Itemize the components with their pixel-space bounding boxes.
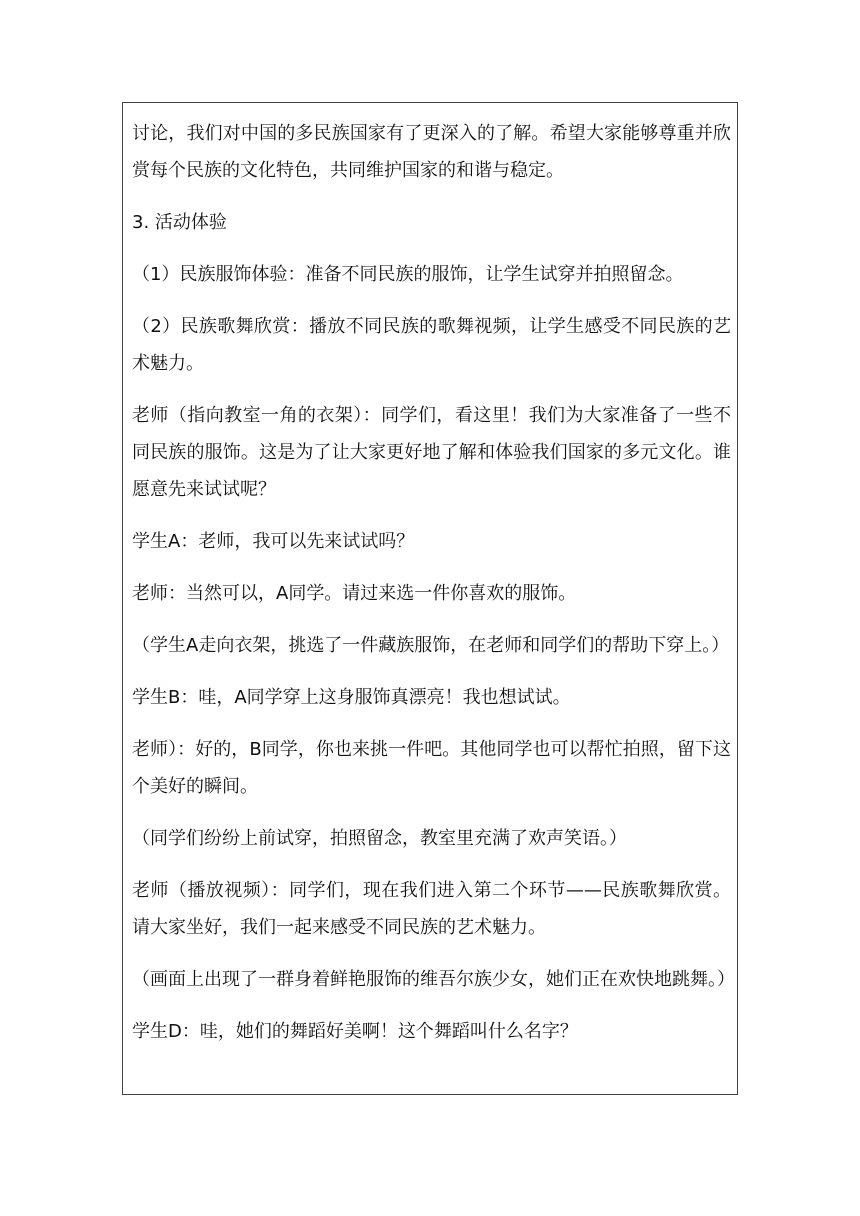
- dialogue-student-a: 学生A：老师，我可以先来试试吗？: [132, 531, 415, 552]
- stage-direction-video: （画面上出现了一群身着鲜艳服饰的维吾尔族少女，她们正在欢快地跳舞。）: [132, 969, 735, 990]
- dialogue-teacher-photo: 老师）：好的，B同学，你也来挑一件吧。其他同学也可以帮忙拍照，留下这个美好的瞬间。: [132, 739, 731, 797]
- dialogue-teacher-intro: 老师（指向教室一角的衣架）：同学们，看这里！我们为大家准备了一些不同民族的服饰。这是为了让大家更好地了解和体验我们国家的多元文化。谁愿意先来试试呢？: [132, 405, 731, 500]
- dialogue-teacher-video: 老师（播放视频）：同学们，现在我们进入第二个环节——民族歌舞欣赏。请大家坐好，我们一起来感受不同民族的艺术魅力。: [132, 880, 731, 938]
- stage-direction-classroom: （同学们纷纷上前试穿，拍照留念，教室里充满了欢声笑语。）: [132, 828, 627, 849]
- lesson-table-cell: [122, 102, 738, 1095]
- dialogue-teacher-reply: 老师：当然可以，A同学。请过来选一件你喜欢的服饰。: [132, 583, 577, 604]
- section-heading-activity: 3. 活动体验: [132, 212, 227, 233]
- discussion-summary-paragraph: 讨论，我们对中国的多民族国家有了更深入的了解。希望大家能够尊重并欣赏每个民族的文化特色，共同维护国家的和谐与稳定。: [132, 123, 731, 181]
- activity-item-costume: （1）民族服饰体验：准备不同民族的服饰，让学生试穿并拍照留念。: [132, 264, 684, 285]
- dialogue-student-b: 学生B：哇，A同学穿上这身服饰真漂亮！我也想试试。: [132, 687, 571, 708]
- activity-item-song-dance: （2）民族歌舞欣赏：播放不同民族的歌舞视频，让学生感受不同民族的艺术魅力。: [132, 316, 731, 374]
- stage-direction-student-a: （学生A走向衣架，挑选了一件藏族服饰，在老师和同学们的帮助下穿上。）: [132, 635, 730, 656]
- dialogue-student-d: 学生D：哇，她们的舞蹈好美啊！这个舞蹈叫什么名字？: [132, 1021, 578, 1042]
